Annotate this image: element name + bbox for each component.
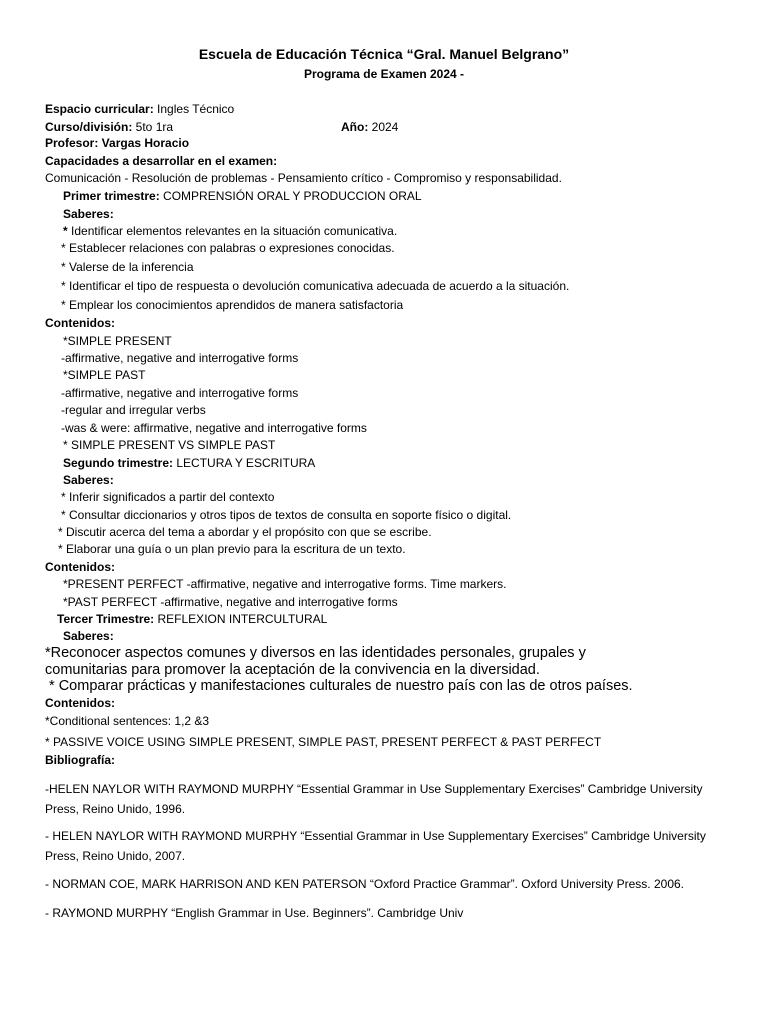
primer-trimestre-label: Primer trimestre: <box>63 189 160 203</box>
espacio-curricular-label: Espacio curricular: <box>45 102 154 116</box>
segundo-contenido-item: *PAST PERFECT -affirmative, negative and interrogative forms <box>63 595 398 609</box>
tercer-trimestre-line <box>57 611 327 627</box>
capacidades-value: Comunicación - Resolución de problemas - Pensamiento crítico - Compromiso y responsabilidad. <box>45 171 562 185</box>
profesor-line: Profesor: Vargas Horacio <box>45 136 190 150</box>
primer-contenido-item: * SIMPLE PRESENT VS SIMPLE PAST <box>63 438 276 452</box>
bibliografia-item: - RAYMOND MURPHY “English Grammar in Use. Beginners”. Cambridge Univ <box>45 906 464 920</box>
primer-trimestre-value: COMPRENSIÓN ORAL Y PRODUCCION ORAL <box>159 189 422 203</box>
exam-program-subtitle: Programa de Examen 2024 - <box>303 67 465 81</box>
primer-saber-item: * Establecer relaciones con palabras o expresiones conocidas. <box>61 241 395 255</box>
primer-contenidos-label: Contenidos: <box>45 316 115 330</box>
primer-contenido-item: *SIMPLE PAST <box>63 368 146 382</box>
school-title: Escuela de Educación Técnica “Gral. Manuel Belgrano” <box>198 46 570 62</box>
tercer-trimestre-label: Tercer Trimestre: <box>57 612 155 626</box>
tercer-trimestre-value: REFLEXION INTERCULTURAL <box>154 612 328 626</box>
segundo-saber-item: * Inferir significados a partir del contexto <box>61 490 275 504</box>
primer-saber-item: * Identificar el tipo de respuesta o devolución comunicativa adecuada de acuerdo a la situación. <box>61 279 570 293</box>
bibliografia-item: -HELEN NAYLOR WITH RAYMOND MURPHY “Essential Grammar in Use Supplementary Exercises” Cambridge University Press, Reino Unido, 1996. <box>45 782 703 816</box>
bibliografia-label: Bibliografía: <box>45 753 116 767</box>
anio-label: Año: <box>341 120 369 134</box>
segundo-trimestre-value: LECTURA Y ESCRITURA <box>173 456 316 470</box>
segundo-trimestre-line <box>63 455 315 471</box>
primer-contenido-item: -regular and irregular verbs <box>61 403 206 417</box>
primer-saber-item: * Valerse de la inferencia <box>61 260 194 274</box>
primer-saber-item: * Identificar elementos relevantes en la situación comunicativa. <box>63 224 398 238</box>
primer-contenido-item: -was & were: affirmative, negative and interrogative forms <box>61 421 367 435</box>
tercer-saber-item: *Reconocer aspectos comunes y diversos en las identidades personales, grupales y comunitarias para promover la aceptación de la convivencia en la diversidad. <box>45 645 586 678</box>
primer-trimestre-line <box>63 188 422 204</box>
tercer-contenido-item: *Conditional sentences: 1,2 &3 <box>45 714 210 728</box>
segundo-trimestre-label: Segundo trimestre: <box>63 456 174 470</box>
tercer-saber-item: * Comparar prácticas y manifestaciones culturales de nuestro país con las de otros países. <box>49 678 633 694</box>
espacio-curricular-value: Ingles Técnico <box>153 102 235 116</box>
curso-value: 5to 1ra <box>132 120 174 134</box>
bullet-star-icon: * <box>63 224 68 238</box>
segundo-saber-item: * Elaborar una guía o un plan previo para la escritura de un texto. <box>58 542 406 556</box>
primer-contenido-item: *SIMPLE PRESENT <box>63 334 172 348</box>
espacio-curricular-line <box>45 101 234 117</box>
segundo-saber-item: * Consultar diccionarios y otros tipos de textos de consulta en soporte físico o digital. <box>61 508 512 522</box>
capacidades-label: Capacidades a desarrollar en el examen: <box>45 154 278 168</box>
segundo-contenido-item: *PRESENT PERFECT -affirmative, negative and interrogative forms. Time markers. <box>63 577 507 591</box>
segundo-saber-item: * Discutir acerca del tema a abordar y el propósito con que se escribe. <box>58 525 432 539</box>
tercer-contenido-item: * PASSIVE VOICE USING SIMPLE PRESENT, SIMPLE PAST, PRESENT PERFECT & PAST PERFECT <box>45 735 602 749</box>
segundo-contenidos-label: Contenidos: <box>45 560 115 574</box>
curso-line <box>45 119 173 135</box>
bibliografia-item: - NORMAN COE, MARK HARRISON AND KEN PATERSON “Oxford Practice Grammar”. Oxford University Press. 2006. <box>45 877 685 891</box>
segundo-saberes-label: Saberes: <box>63 473 114 487</box>
anio-line <box>341 119 398 135</box>
primer-contenido-item: -affirmative, negative and interrogative forms <box>61 386 299 400</box>
primer-saber-item: * Emplear los conocimientos aprendidos de manera satisfactoria <box>61 298 404 312</box>
bibliografia-item: - HELEN NAYLOR WITH RAYMOND MURPHY “Essential Grammar in Use Supplementary Exercises” Cambridge University Press, Reino Unido, 2007. <box>45 829 706 863</box>
primer-saberes-label: Saberes: <box>63 207 114 221</box>
tercer-contenidos-label: Contenidos: <box>45 696 115 710</box>
anio-value: 2024 <box>368 120 399 134</box>
primer-contenido-item: -affirmative, negative and interrogative forms <box>61 351 299 365</box>
tercer-saberes-label: Saberes: <box>63 629 114 643</box>
curso-label: Curso/división: <box>45 120 133 134</box>
